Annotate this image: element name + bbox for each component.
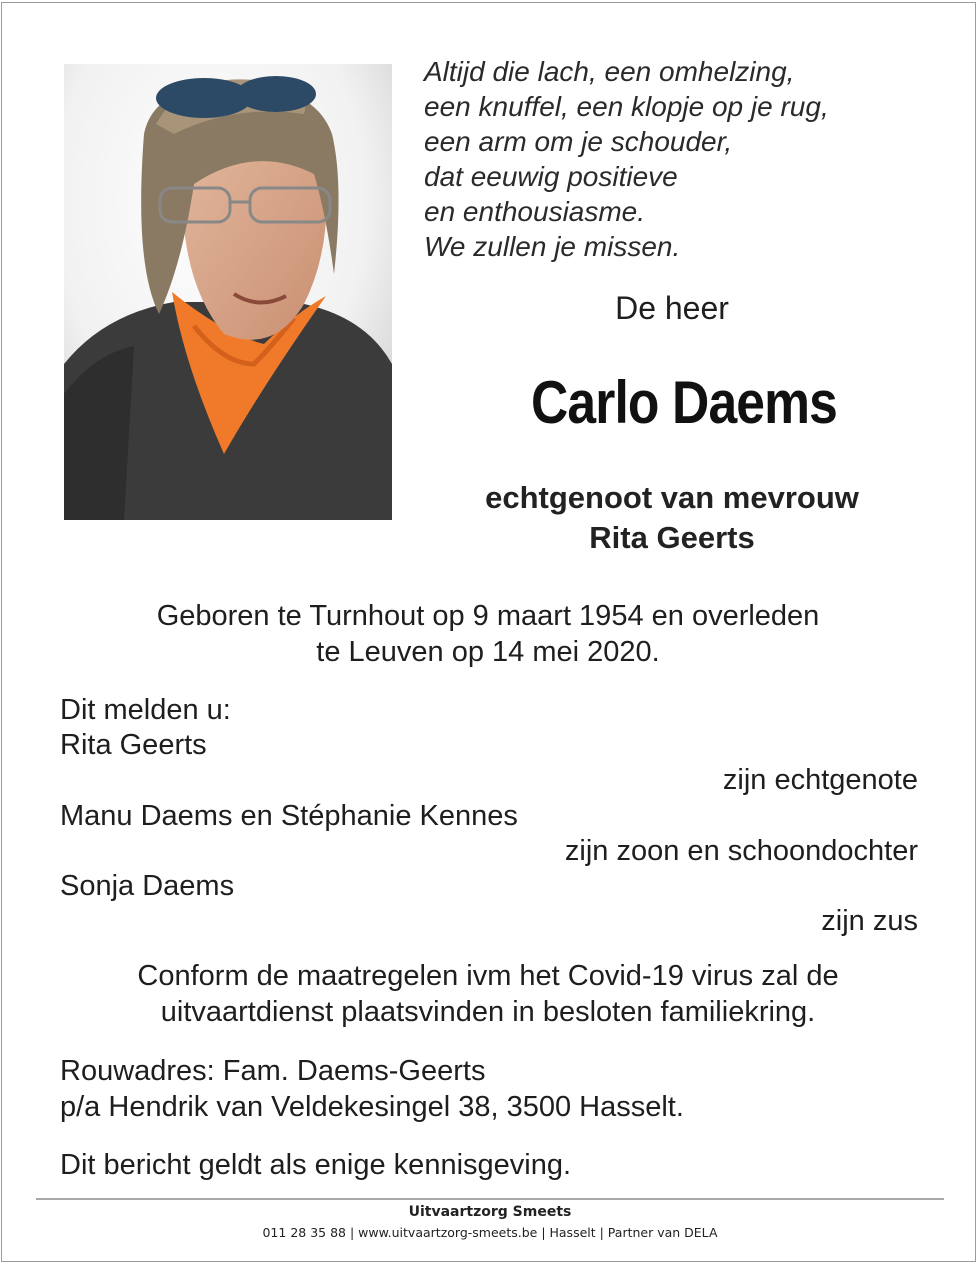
poem-line: Altijd die lach, een omhelzing,	[424, 56, 795, 87]
covid-line: uitvaartdienst plaatsvinden in besloten familiekring.	[160, 996, 816, 1028]
poem-line: dat eeuwig positieve	[424, 161, 678, 192]
address-line: p/a Hendrik van Veldekesingel 38, 3500 Hasselt.	[60, 1091, 684, 1123]
footer-divider	[36, 1198, 944, 1200]
covid-notice	[60, 958, 916, 1030]
announce-intro: Dit melden u:	[60, 694, 231, 726]
address-line: Rouwadres: Fam. Daems-Geerts	[60, 1055, 486, 1087]
poem-line: en enthousiasme.	[424, 196, 646, 227]
poem-line: een arm om je schouder,	[424, 126, 733, 157]
birth-death-text	[60, 598, 916, 670]
family-member-name: Manu Daems en Stéphanie Kennes	[60, 799, 518, 832]
salutation: De heer	[615, 290, 729, 326]
family-member-relation: zijn echtgenote	[722, 764, 918, 797]
poem-line: We zullen je missen.	[424, 231, 681, 262]
spouse-line: echtgenoot van mevrouw	[485, 480, 859, 515]
covid-line: Conform de maatregelen ivm het Covid-19 virus zal de	[137, 960, 839, 992]
announcement-list	[60, 693, 918, 939]
family-member-name: Sonja Daems	[60, 870, 235, 903]
memorial-poem	[424, 54, 944, 264]
spouse-block	[420, 478, 924, 558]
family-member-relation: zijn zus	[821, 905, 918, 938]
poem-line: een knuffel, een klopje op je rug,	[424, 91, 829, 122]
mourning-address	[60, 1053, 918, 1125]
funeral-company-info: 011 28 35 88 | www.uitvaartzorg-smeets.be | Hasselt | Partner van DELA	[262, 1225, 718, 1240]
portrait-photo	[64, 64, 392, 520]
family-member-name: Rita Geerts	[60, 729, 207, 762]
funeral-company-name: Uitvaartzorg Smeets	[408, 1204, 572, 1220]
spouse-name: Rita Geerts	[589, 520, 755, 555]
born-line: Geboren te Turnhout op 9 maart 1954 en overleden	[156, 600, 820, 632]
died-line: te Leuven op 14 mei 2020.	[316, 636, 660, 668]
family-member-relation: zijn zoon en schoondochter	[564, 834, 918, 867]
notice-text: Dit bericht geldt als enige kennisgeving.	[60, 1149, 572, 1181]
deceased-name: Carlo Daems	[530, 369, 837, 436]
